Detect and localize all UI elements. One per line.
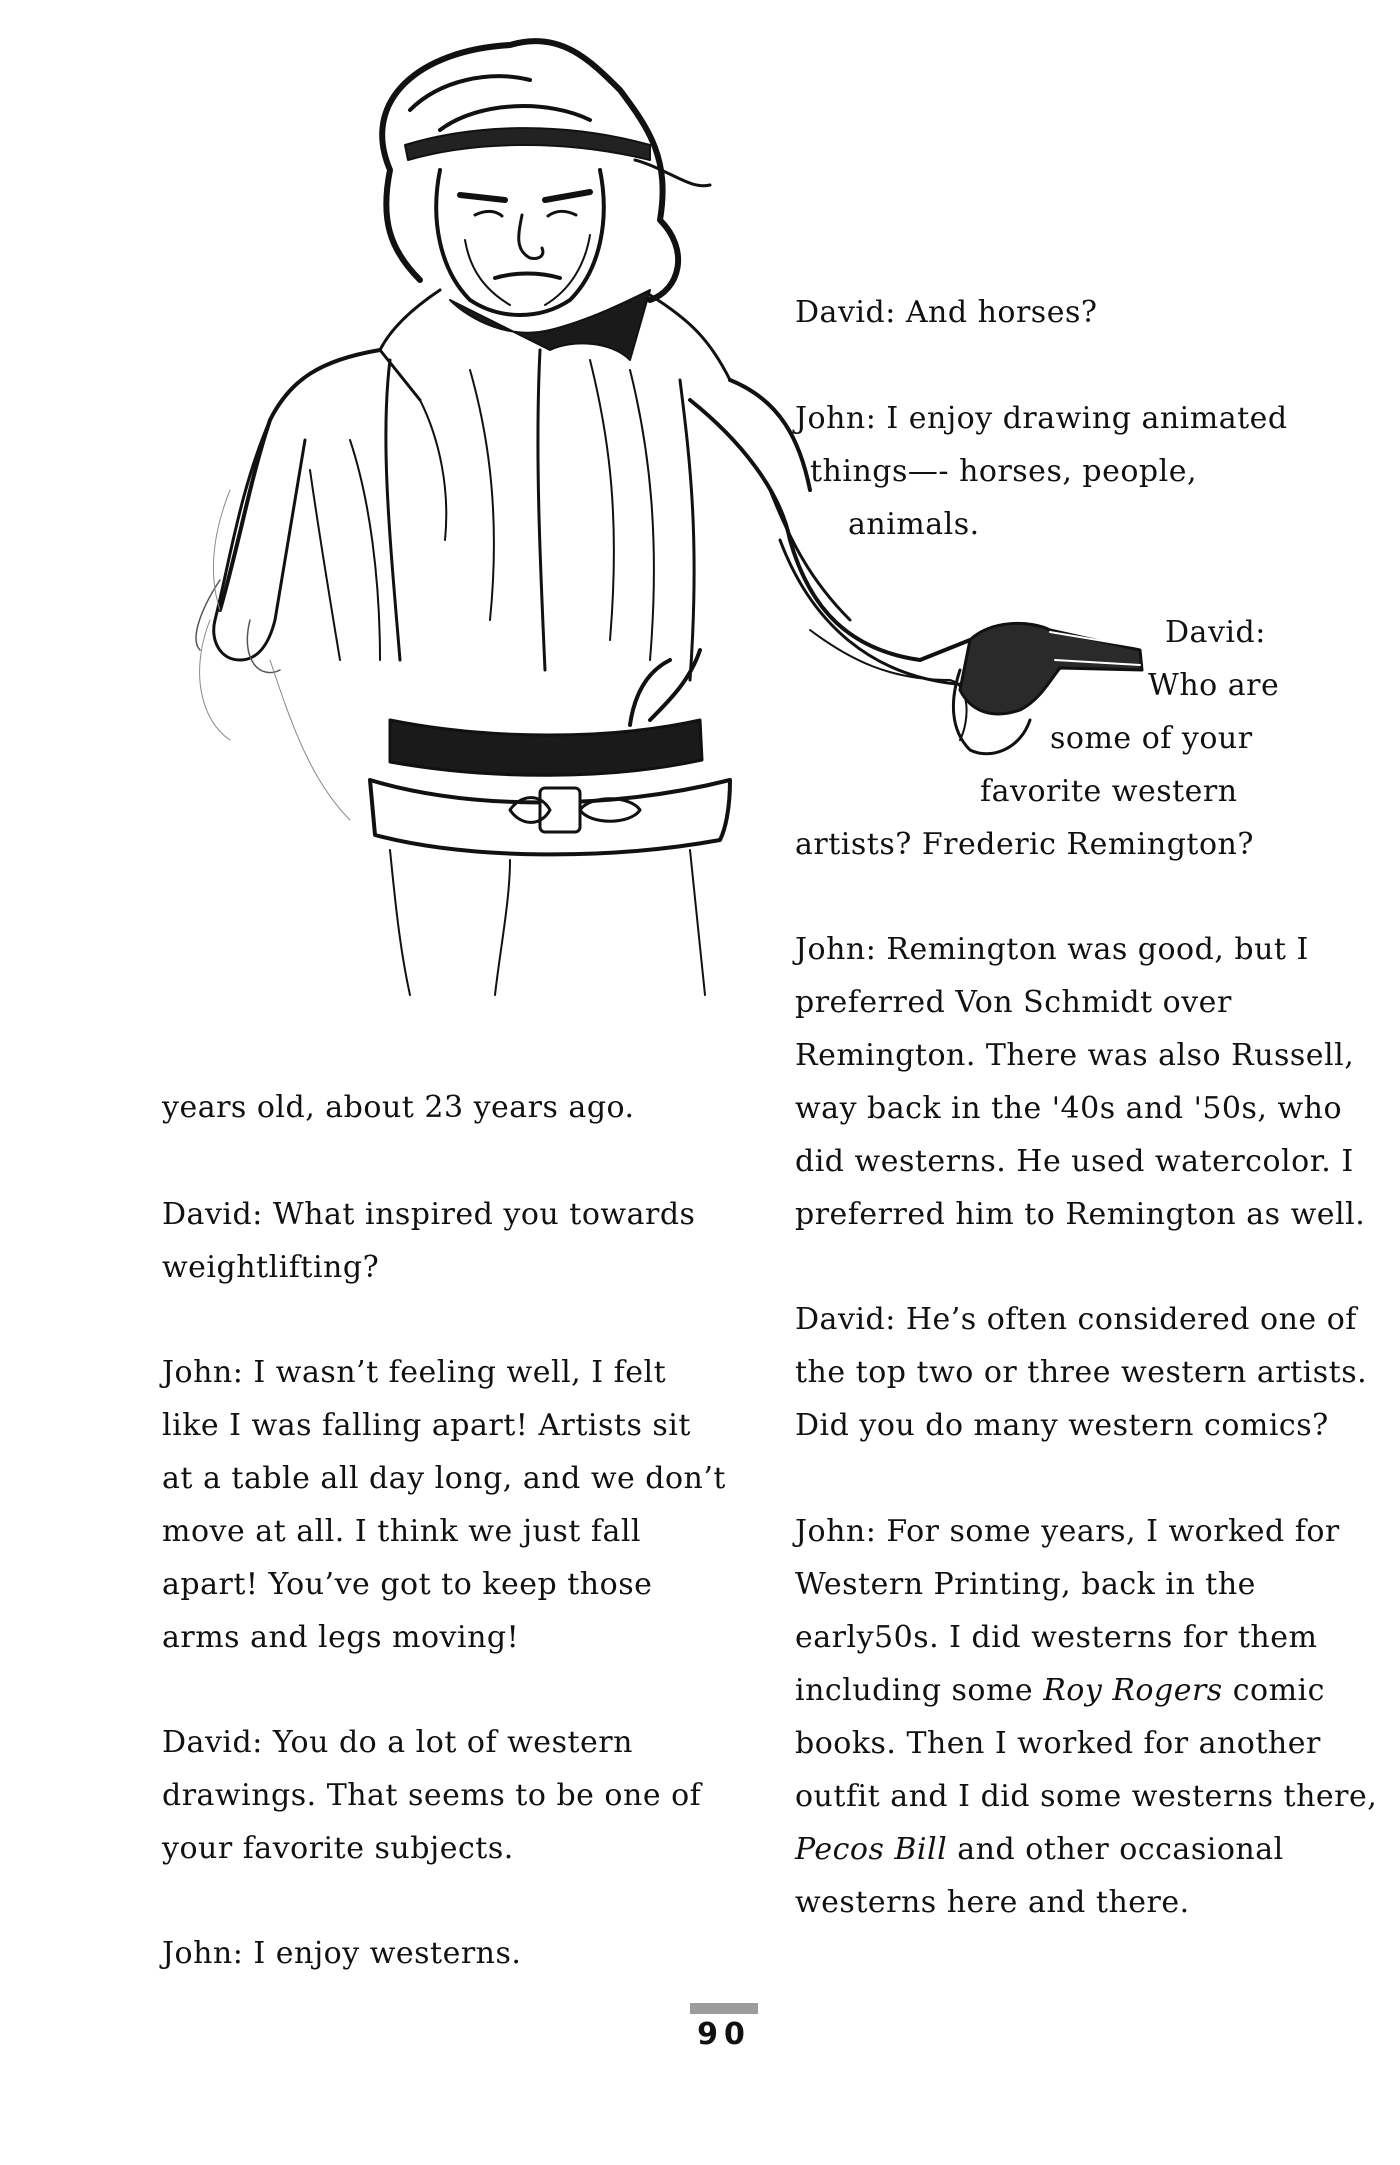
right-john-2-line-3: Remington. There was also Russell, bbox=[795, 1038, 1355, 1073]
left-john-1-line-5: apart! You’ve got to keep those bbox=[162, 1567, 653, 1602]
speaker-label: John bbox=[795, 1514, 866, 1549]
page-number-text: 90 bbox=[697, 2017, 751, 2052]
right-john-3-line-8: westerns here and there. bbox=[795, 1885, 1190, 1920]
speaker-label: David bbox=[162, 1197, 253, 1232]
dialogue-text: What inspired you towards bbox=[272, 1197, 696, 1232]
right-john-3-line-6: outfit and I did some westerns there, bbox=[795, 1779, 1378, 1814]
right-john-2-line-1: John: Remington was good, but I bbox=[795, 932, 1309, 967]
speaker-label: John bbox=[795, 932, 866, 967]
dialogue-text: I wasn’t feeling well, I felt bbox=[253, 1355, 667, 1390]
right-john-2-line-6: preferred him to Remington as well. bbox=[795, 1197, 1366, 1232]
right-david-2-line-2: some of your bbox=[1050, 721, 1253, 756]
right-john-3-line-7: Pecos Bill and other occasional bbox=[795, 1832, 1284, 1867]
left-john-1-line-4: move at all. I think we just fall bbox=[162, 1514, 642, 1549]
dialogue-text: You do a lot of western bbox=[272, 1725, 633, 1760]
dialogue-text: And horses? bbox=[905, 295, 1098, 330]
title-roy-rogers: Roy Rogers bbox=[1043, 1673, 1223, 1708]
dialogue-text: I enjoy drawing animated bbox=[886, 401, 1288, 436]
right-david-3-line-1: David: He’s often considered one of bbox=[795, 1302, 1357, 1337]
right-david-3-line-3: Did you do many western comics? bbox=[795, 1408, 1329, 1443]
right-john-1-line-2: things—- horses, people, bbox=[810, 454, 1198, 489]
right-david-2-line-3: favorite western bbox=[980, 774, 1238, 809]
left-john-1-line-6: arms and legs moving! bbox=[162, 1620, 520, 1655]
speaker-label: David bbox=[162, 1725, 253, 1760]
left-intro-line: years old, about 23 years ago. bbox=[162, 1090, 635, 1125]
dialogue-text: I enjoy westerns. bbox=[253, 1936, 522, 1971]
speaker-label: John bbox=[795, 401, 866, 436]
left-john-1-line-1: John: I wasn’t feeling well, I felt bbox=[162, 1355, 667, 1390]
right-john-3-line-5: books. Then I worked for another bbox=[795, 1726, 1321, 1761]
right-john-3-line-2: Western Printing, back in the bbox=[795, 1567, 1256, 1602]
revolver bbox=[960, 623, 1142, 713]
page-number bbox=[690, 2003, 758, 2052]
left-john-1-line-2: like I was falling apart! Artists sit bbox=[162, 1408, 691, 1443]
dialogue-text: He’s often considered one of bbox=[905, 1302, 1357, 1337]
shirt bbox=[220, 350, 810, 610]
page-number-bar bbox=[690, 2003, 758, 2014]
dialogue-text: For some years, I worked for bbox=[886, 1514, 1340, 1549]
speaker-label: David bbox=[795, 1302, 886, 1337]
left-david-1-line-2: weightlifting? bbox=[162, 1250, 380, 1285]
speaker-label: John bbox=[162, 1936, 233, 1971]
right-john-3-line-4: including some Roy Rogers comic bbox=[795, 1673, 1325, 1708]
left-john-1-line-3: at a table all day long, and we don’t bbox=[162, 1461, 726, 1496]
belt bbox=[390, 720, 702, 775]
right-john-1-line-3: animals. bbox=[848, 507, 980, 542]
speaker-label: David bbox=[795, 295, 886, 330]
speaker-label: John bbox=[162, 1355, 233, 1390]
right-john-2-line-4: way back in the '40s and '50s, who bbox=[795, 1091, 1343, 1126]
right-david-2-line-4: artists? Frederic Remington? bbox=[795, 827, 1254, 862]
right-david-3-line-2: the top two or three western artists. bbox=[795, 1355, 1368, 1390]
left-david-2-line-3: your favorite subjects. bbox=[162, 1831, 514, 1866]
right-john-3-line-3: early50s. I did westerns for them bbox=[795, 1620, 1318, 1655]
right-john-2-line-5: did westerns. He used watercolor. I bbox=[795, 1144, 1354, 1179]
left-john-2-line-1: John: I enjoy westerns. bbox=[162, 1936, 522, 1971]
right-john-2-line-2: preferred Von Schmidt over bbox=[795, 985, 1232, 1020]
right-david-2-speaker: David: bbox=[1165, 615, 1266, 650]
left-david-2-line-2: drawings. That seems to be one of bbox=[162, 1778, 702, 1813]
right-david-1-line-1: David: And horses? bbox=[795, 295, 1098, 330]
dialogue-text: Remington was good, but I bbox=[886, 932, 1309, 967]
left-david-2-line-1: David: You do a lot of western bbox=[162, 1725, 633, 1760]
right-david-2-line-1: Who are bbox=[1148, 668, 1280, 703]
title-pecos-bill: Pecos Bill bbox=[795, 1832, 948, 1867]
left-david-1-line-1: David: What inspired you towards bbox=[162, 1197, 696, 1232]
right-john-3-line-1: John: For some years, I worked for bbox=[795, 1514, 1340, 1549]
right-john-1-line-1: John: I enjoy drawing animated bbox=[795, 401, 1288, 436]
